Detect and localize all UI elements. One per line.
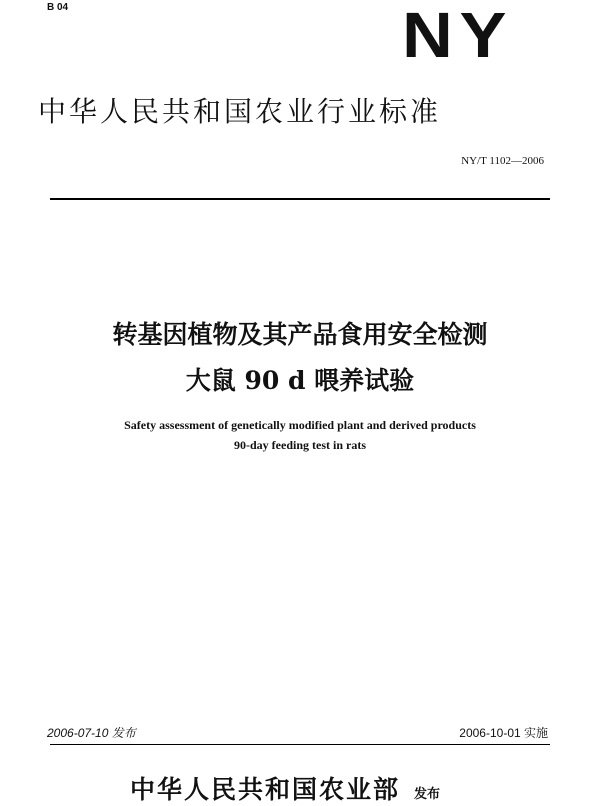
- issuer-line: [130, 770, 440, 806]
- issue-date: 2006-07-10 发布: [47, 726, 136, 740]
- document-title-cn-line2: 大鼠 90 d 喂养试验: [185, 366, 415, 395]
- classification-code: B 04: [47, 2, 69, 13]
- standard-category-title: 中华人民共和国农业行业标准: [38, 95, 442, 128]
- document-title-cn-line1: 转基因植物及其产品食用安全检测: [112, 320, 488, 349]
- issuer-action: 发布: [414, 787, 441, 802]
- effective-date: 2006-10-01 实施: [459, 726, 548, 740]
- standard-number: NY/T 1102—2006: [461, 155, 544, 167]
- standard-logo: NY: [402, 0, 513, 71]
- issuer-name: 中华人民共和国农业部: [130, 775, 401, 804]
- footer-divider: [50, 744, 550, 745]
- header-divider: [50, 198, 550, 200]
- document-title-en-line2: 90-day feeding test in rats: [234, 438, 366, 452]
- document-title-en-line1: Safety assessment of genetically modified plant and derived products: [124, 418, 476, 432]
